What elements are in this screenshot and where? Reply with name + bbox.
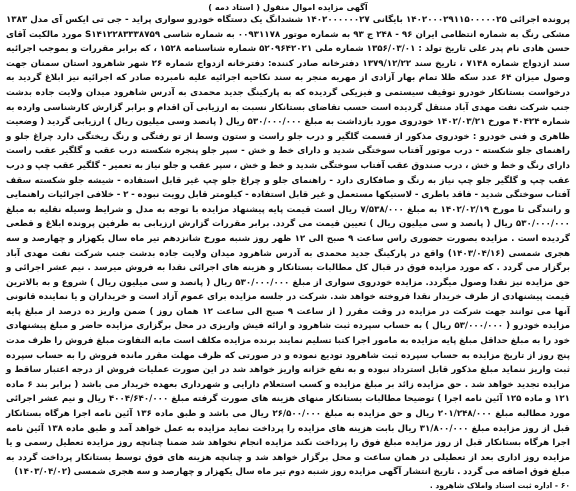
notice-title: آگهی مزایده اموال منقول ( استاد دمه ) <box>208 2 368 12</box>
notice-footer: ۶۰ - اداره ثبت اسناد واملاک شاهرود . <box>429 481 570 490</box>
notice-body: پرونده اجرائی ۱۴۰۲۰۰۰۲۹۱۱۵۰۰۰۰۰۲۵ بایگانی ۱۴۰۲۰۰۰۰۰۰۲۷ ششدانگ یک دستگاه خودرو سواری پراید - جی تی ایکس آی مدل ۱۳۸۳ مشکی رنگ به شماره انتظامی ایران ۹۶ - ۲۴۸ ج ۹۳ به شماره موتور ۰۰۹۳۱۱۷۸ به شماره شاسی S۱۴۱۲۲۸۳۳۳۸۷۵۹ مورد مالکیت آقای حسن هادی نام پدر علی تاریخ تولد : ۱۳۵۶/۰۳/۰۱ شماره ملی ۵۲۰۹۶۴۲۰۲۱ شماره شناسنامه ۱۵۲۸ ، که برابر مقررات و بموجب اجرائیه سند ازدواج شماره ۷۱۴۸ ، تاریخ سند ۱۳۷۹/۱۲/۲۲ دفترخانه صادر کننده: دفترخانه ازدواج شماره ۲۶ شهر شاهرود استان سمنان جهت وصول میزان ۶۴ عدد سکه طلا تمام بهار آزادی از مهریه منجر به سند نکاحیه اجرائیه علیه نامبرده صادر که اجرائیه نیز ابلاغ گردید به درخواست بستانکار خودرو توقیف سیستمی و فیزیکی گردیده که به پارکینگ جدید محمدی به آدرس شاهرود میدان ولایت جاده بدشت جنب شرکت نفت مهدی آباد منتقل گردیده است حسب تقاضای بستانکار نسبت به ارزیابی آن اقدام و برابر گزارش کارشناسی وارده به شماره ۴۰۴۲۴ مورخ ۱۴۰۲/۰۳/۲۱ خودروی مورد بازداشت به مبلغ ۵۳۰/۰۰۰/۰۰۰ ریال ( پانصد وسی میلیون ریال ) ارزیابی گردید ( وضعیت ظاهری و فنی خودرو : خودروی مذکور از قسمت گلگیر و درب جلو راست و ستون وسط از تو رفتگی و رنگ ریختگی دارد چراغ جلو و راهنمای جلو شکسته - درب موتور آفتاب سوختگی شدید و دارای خط و خش - سپر جلو پنجره شکسته درب عقب و گلگیر عقب راست دارای رنگ و خط و خش ، درب صندوق عقب آفتاب سوختگی شدید و خط و خش ، سپر عقب و جلو نیاز به تعمیر - گلگیر عقب چپ و درب عقب چپ و گلگیر جلو چپ نیاز به رنگ و صافکاری دارد - راهنمای جلو و چراغ جلو چپ غیر قابل استفاده - شیشه جلو شکسته سقف آفتاب سوختگی شدید - فاقد باطری - لاستیکها مستعمل و غیر قابل استفاده - کیلومتر قابل رویت نبوده - ۲ - خلافی اجرائیات راهنمایی و رانندگی تا مورخ ۱۴۰۲/۰۲/۱۹ به مبلغ ۷/۵۳۸/۰۰۰ ریال است قیمت پایه پیشنهاد مزایده با توجه به مدل و شرایط وسیله نقلیه به مبلغ ۵۳۰/۰۰۰/۰۰۰ ریال ( پانصد و سی میلیون ریال ) تعیین قیمت می گردد. برابر مقررات گزارش ارزیابی به طرفین پرونده ابلاغ و قطعی گردیده است . مزایده بصورت حضوری راس ساعت ۹ صبح الی ۱۲ ظهر روز شنبه مورخ شانزدهم تیر ماه سال یکهزار و چهارصد و سه هجری شمسی (۱۴۰۳/۰۴/۱۶) واقع در پارکینگ جدید محمدی به آدرس شاهرود میدان ولایت جاده بدشت جنب شرکت نفت مهدی آباد برگزار می گردد . که مورد مزایده فوق در قبال کل مطالبات بستانکار و هزینه های اجرائی نقدا به فروش میرسد . نیم عشر اجرائی و حق مزایده نیز نقدا وصول میگردد. مزایده خودروی سواری از مبلغ ۵۳۰/۰۰۰/۰۰۰ ریال ( پانصد و سی میلیون ریال ) شروع و به بالاترین قیمت پیشنهادی از طرف خریدار نقدا فروخته خواهد شد. شرکت در جلسه مزایده برای عموم آزاد است و خریداران و یا نماینده قانونی آنها می توانند جهت شرکت در مزایده در وقت مقرر ( از ساعت ۹ صبح الی ساعت ۱۲ همان روز ) ضمن واریز ده درصد از مبلغ پایه مزایده خودرو ( ۵۳/۰۰۰/۰۰۰ ریال ) به حساب سپرده ثبت شاهرود و ارائه فیش واریزی در محل برگزاری مزایده حاضر و مبلغ پیشنهادی خود را به مبلغ حداقل مبلغ پایه مزایده به مامور اجرا کتبا تسلیم نمایند برنده مزایده مکلف است مابه التفاوت مبلغ فروش را ظرف مدت پنج روز از تاریخ مزایده به حساب سپرده ثبت شاهرود تودیع نموده و در صورتی که ظرف مهلت مقرر مانده فروش را به حساب سپرده ثبت واریز ننماید مبلغ مذکور قابل استرداد نبوده و به نفع خزانه واریز خواهد شد در این صورت عملیات فروش از درجه اعتبار ساقط و مزایده تجدید خواهد شد . حق مزایده زائد بر مبلغ مزایده و کسب استعلام دارایی و شهرداری بعهده خریدار می باشد ( برابر بند ۶ ماده ۱۲۱ و ماده ۱۲۵ آئین نامه اجرا ) توضیحا مطالبات بستانکار منهای هزینه های صورت گرفته مبلغ ۴۰۰۴/۶۴۰/۰۰۰ ریال و نیم عشر اجرائی مورد مطالبه مبلغ ۲۰۱/۲۴۸/۰۰۰ ریال و حق مزایده به مبلغ ۲۶/۵۰۰/۰۰۰ ریال می باشد و طبق ماده ۱۳۶ آئین نامه اجرا هرگاه بستانکار قبل از روز مزایده مبلغ ۳۱/۸۰۰/۰۰۰ ریال بابت هزینه های مزایده را پرداخت نماید مزایده به عمل خواهد آمد و طبق ماده ۱۳۸ آئین نامه اجرا هرگاه بستانکار قبل از روز مزایده مبلغ فوق را پرداخت نکند مزایده انجام نخواهد شد ضمنا چنانچه روز مزایده تعطیل رسمی و یا مزایده روز اداری بعد از تعطیلی در همان ساعت و محل برگزار خواهد شد و چنانچه هزینه های فوق توسط بستانکار پرداخت گردد به مبلغ فوق اضافه می گردد . تاریخ انتشار آگهی مزایده روز شنبه دوم تیر ماه سال یکهزار و چهارصد و سه هجری شمسی (۱۴۰۳/۰۴/۰۲) <box>6 15 571 478</box>
